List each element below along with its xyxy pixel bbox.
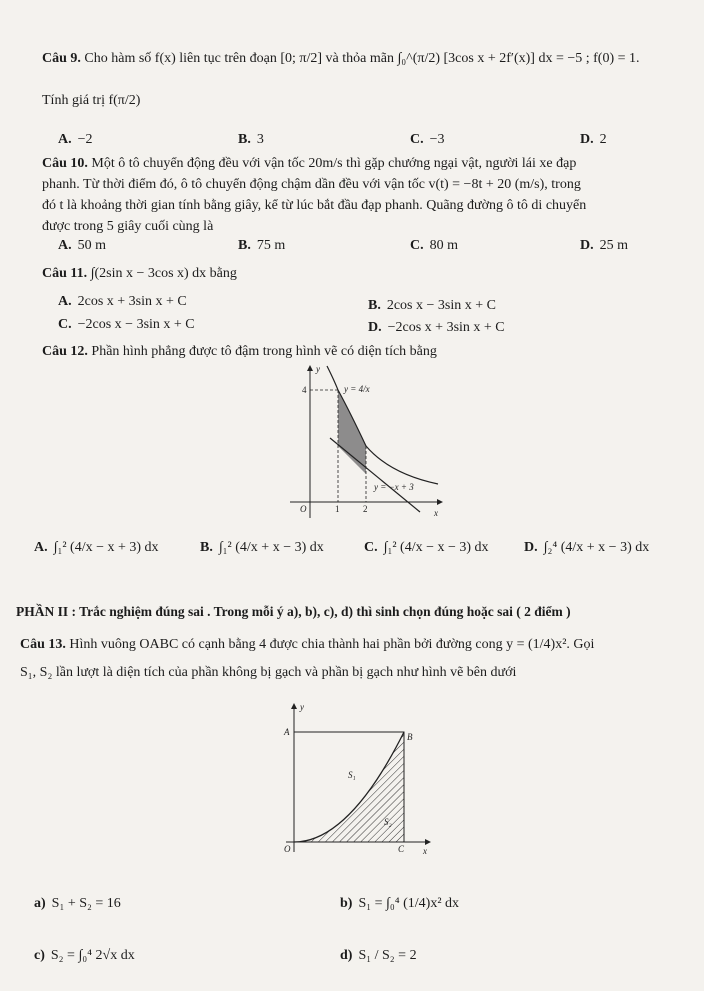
q13-line1: Câu 13. Hình vuông OABC có cạnh bằng 4 được chia thành hai phần bởi đường cong y = (1/4)x². Gọi: [20, 637, 595, 652]
q12-label: Câu 12.: [42, 344, 88, 359]
q12-option-c[interactable]: C. ∫₁² (4/x − x − 3) dx: [364, 540, 489, 555]
q12-label-origin: O: [300, 504, 307, 514]
q12-graph: [270, 362, 450, 522]
q12-option-a[interactable]: A. ∫₁² (4/x − x + 3) dx: [34, 540, 159, 555]
q13-label-a: A: [284, 727, 290, 737]
q11-option-c[interactable]: C. −2cos x − 3sin x + C: [58, 317, 195, 332]
q10-option-d[interactable]: D. 25 m: [580, 238, 629, 253]
q12-label-x: x: [434, 508, 438, 518]
q10-label: Câu 10.: [42, 156, 88, 171]
q10-line2: phanh. Từ thời điểm đó, ô tô chuyển động chậm dần đều với vận tốc v(t) = −8t + 20 (m/s), trong: [42, 177, 581, 192]
q13-label-s1: S₁: [348, 770, 356, 780]
q13-graph: [276, 700, 436, 860]
q13-line2: S₁, S₂ lần lượt là diện tích của phần không bị gạch và phần bị gạch như hình vẽ bên dưới: [20, 665, 517, 680]
q12-shaded-region: [338, 390, 366, 474]
q10-option-a[interactable]: A. 50 m: [58, 238, 107, 253]
q9-stem: Cho hàm số f(x) liên tục trên đoạn [0; π/2] và thỏa mãn ∫₀^(π/2) [3cos x + 2f′(x)] dx = −5 ; f(0) = 1.: [84, 51, 640, 66]
q12-tick-x1: 1: [335, 504, 340, 514]
q9-option-b[interactable]: B. 3: [238, 132, 264, 147]
q13-label-y: y: [300, 702, 304, 712]
q9-ask: Tính giá trị f(π/2): [42, 93, 141, 108]
q13-label-b: B: [407, 732, 413, 742]
q10-option-c[interactable]: C. 80 m: [410, 238, 459, 253]
q13-item-d[interactable]: d) S₁ / S₂ = 2: [340, 948, 417, 963]
q13-label-c: C: [398, 844, 405, 854]
q13-item-c[interactable]: c) S₂ = ∫₀⁴ 2√x dx: [34, 948, 135, 963]
q12-option-d[interactable]: D. ∫₂⁴ (4/x + x − 3) dx: [524, 540, 650, 555]
q9-stem-line: [42, 50, 640, 68]
q11-option-a[interactable]: A. 2cos x + 3sin x + C: [58, 294, 187, 309]
q12-label-y: y: [316, 364, 320, 374]
q10-option-b[interactable]: B. 75 m: [238, 238, 286, 253]
q11-label: Câu 11.: [42, 266, 88, 281]
q12-tick-y4: 4: [302, 385, 307, 395]
q12-option-b[interactable]: B. ∫₁² (4/x + x − 3) dx: [200, 540, 324, 555]
q12-tick-x2: 2: [363, 504, 368, 514]
q9-option-a[interactable]: A. −2: [58, 132, 93, 147]
q11-option-d[interactable]: D. −2cos x + 3sin x + C: [368, 320, 505, 335]
q13-label-x: x: [423, 846, 427, 856]
q10-line1: Câu 10. Một ô tô chuyển động đều với vận tốc 20m/s thì gặp chướng ngại vật, người lái xe đạp: [42, 156, 577, 171]
q9-option-d[interactable]: D. 2: [580, 132, 607, 147]
part2-heading: PHẦN II : Trắc nghiệm đúng sai . Trong mỗi ý a), b), c), d) thì sinh chọn đúng hoặc sai ( 2 điểm ): [16, 604, 571, 619]
q11-option-b[interactable]: B. 2cos x − 3sin x + C: [368, 298, 496, 313]
q13-label-s2: S₂: [384, 817, 392, 827]
q13-label-origin: O: [284, 844, 291, 854]
q12-curve1-label: y = 4/x: [344, 384, 370, 394]
q12-curve2-label: y = −x + 3: [374, 482, 414, 492]
q11-stem-line: Câu 11. ∫(2sin x − 3cos x) dx bằng: [42, 266, 237, 281]
q13-item-a[interactable]: a) S₁ + S₂ = 16: [34, 896, 121, 911]
q12-stem-line: Câu 12. Phần hình phẳng được tô đậm trong hình vẽ có diện tích bằng: [42, 344, 437, 359]
q13-item-b[interactable]: b) S₁ = ∫₀⁴ (1/4)x² dx: [340, 896, 460, 911]
q9-label: Câu 9.: [42, 51, 81, 66]
q10-line3: đó t là khoảng thời gian tính bằng giây, kể từ lúc bắt đầu đạp phanh. Quãng đường ô tô di chuyển: [42, 198, 587, 213]
q13-label: Câu 13.: [20, 637, 66, 652]
q9-option-c[interactable]: C. −3: [410, 132, 445, 147]
q10-line4: được trong 5 giây cuối cùng là: [42, 219, 214, 234]
